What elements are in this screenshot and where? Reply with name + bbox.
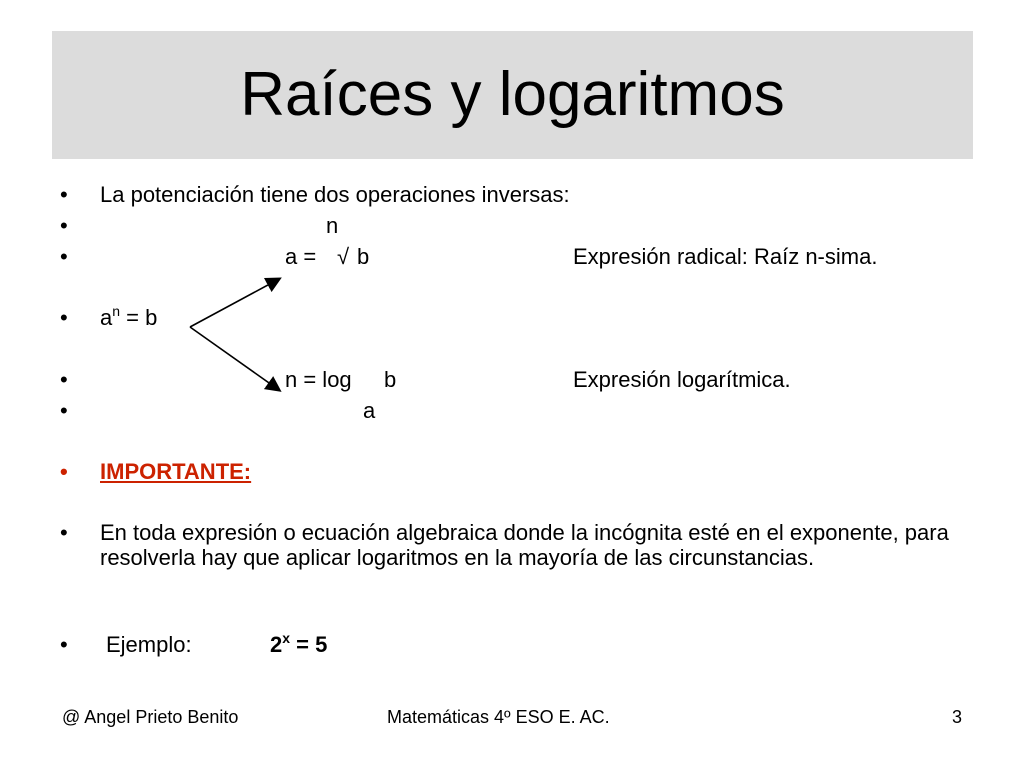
footer-page-number: 3 (952, 707, 963, 727)
example-equation (270, 632, 327, 658)
power-exponent: n (112, 303, 121, 319)
intro-text: La potenciación tiene dos operaciones inversas: (100, 182, 570, 207)
bullet-marker: • (60, 520, 68, 545)
example-base: 2 (270, 632, 283, 657)
radical-formula-right: b (357, 244, 370, 269)
footer-author: @ Angel Prieto Benito (62, 707, 239, 727)
radical-index: n (326, 213, 339, 238)
explanation-paragraph: En toda expresión o ecuación algebraica donde la incógnita esté en el exponente, para resolverla hay que aplicar logaritmos en la mayoría de las circunstancias. (100, 520, 949, 570)
power-rest: = b (126, 305, 158, 330)
log-label: Expresión logarítmica. (573, 367, 791, 392)
important-heading: IMPORTANTE: (100, 459, 252, 484)
bullet-marker: • (60, 213, 68, 238)
example-exponent: x (282, 630, 291, 646)
log-base: a (363, 398, 376, 423)
bullet-marker: • (60, 305, 68, 330)
arrow-to-radical (190, 279, 279, 327)
example-rest: = 5 (296, 632, 328, 657)
bullet-marker: • (60, 182, 68, 207)
slide-title: Raíces y logaritmos (240, 60, 785, 129)
power-base: a (100, 305, 113, 330)
radical-label: Expresión radical: Raíz n-sima. (573, 244, 878, 269)
radical-formula-left: a = (285, 244, 317, 269)
bullet-marker: • (60, 459, 68, 484)
log-argument: b (384, 367, 397, 392)
root-symbol: √ (337, 244, 350, 269)
bullet-marker: • (60, 367, 68, 392)
bullet-marker: • (60, 632, 68, 657)
example-label: Ejemplo: (106, 632, 192, 657)
arrow-to-logarithm (190, 327, 279, 390)
bullet-marker: • (60, 398, 68, 423)
footer-course: Matemáticas 4º ESO E. AC. (387, 707, 610, 727)
bullet-marker: • (60, 244, 68, 269)
log-formula: n = log (285, 367, 352, 392)
